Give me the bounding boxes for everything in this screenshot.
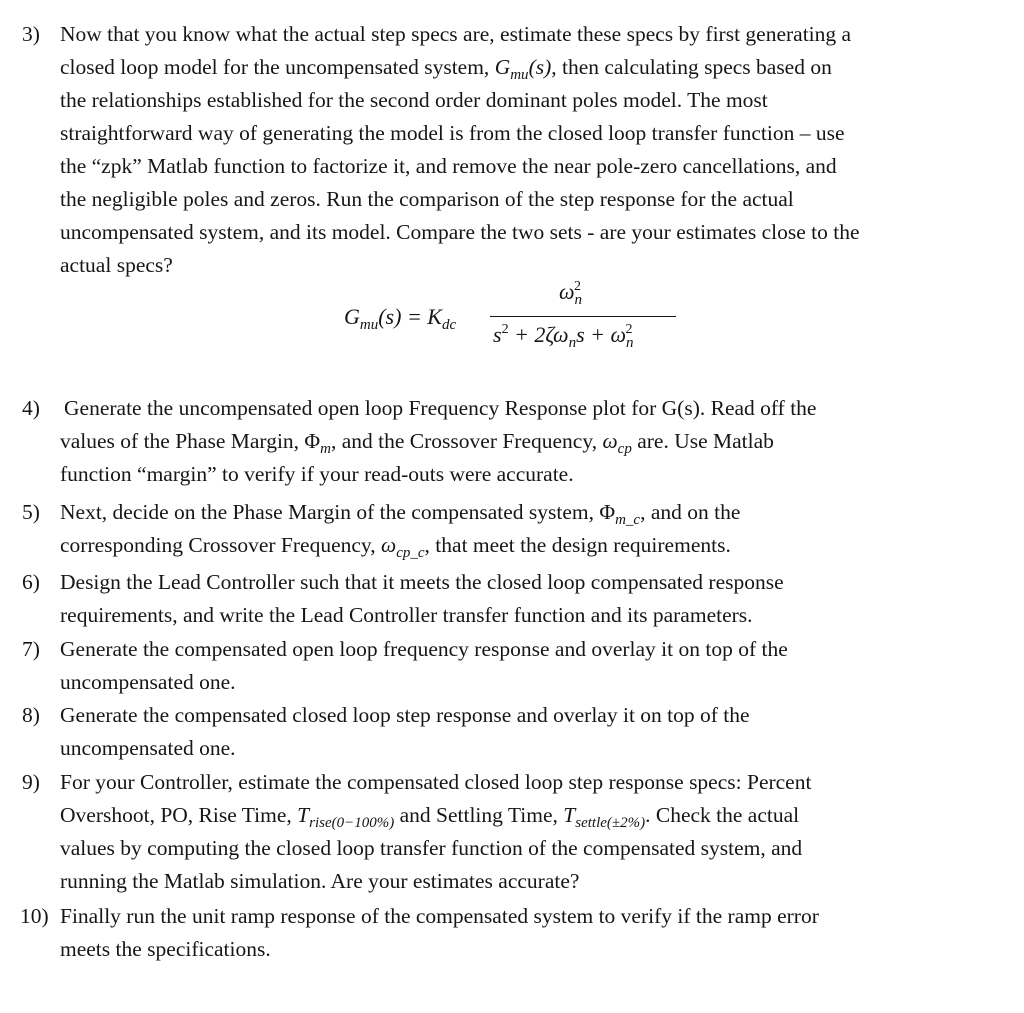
item-number: 8) [22,703,40,727]
text-line: actual specs? [60,253,173,277]
text-line: Now that you know what the actual step specs are, estimate these specs by first generating a [60,22,852,46]
item-number: 4) [22,396,40,420]
text-line: the relationships established for the second order dominant poles model. The most [60,88,768,112]
text-line: straightforward way of generating the model is from the closed loop transfer function – use [60,121,845,145]
text-line: uncompensated one. [60,670,236,694]
text-line: running the Matlab simulation. Are your estimates accurate? [60,869,580,893]
text-line: uncompensated system, and its model. Compare the two sets - are your estimates close to the [60,220,860,244]
text-line-with-symbols: values of the Phase Margin, $\Phi_m$, and the Crossover Frequency, $\omega_{cp}$ are. Use Matlab [60,429,774,457]
text-line-with-symbol: closed loop model for the uncompensated system, $G_{mu}(s)$, then calculating specs based on [60,55,832,83]
text-line: Generate the uncompensated open loop Frequency Response plot for G(s). Read off the [64,396,817,420]
item-number: 9) [22,770,40,794]
formula-denominator: $s^2 + 2\zeta\omega_ns + \omega_n^2$ [493,322,634,351]
text-line: function “margin” to verify if your read-outs were accurate. [60,462,574,486]
item-number: 3) [22,22,40,46]
text-line: requirements, and write the Lead Controller transfer function and its parameters. [60,603,753,627]
text-line: values by computing the closed loop transfer function of the compensated system, and [60,836,803,860]
text-line: the “zpk” Matlab function to factorize it, and remove the near pole-zero cancellations, and [60,154,837,178]
text-line: meets the specifications. [60,937,271,961]
item-number: 10) [20,904,49,928]
text-line: uncompensated one. [60,736,236,760]
text-line-with-symbol: corresponding Crossover Frequency, $\omega_{cp\_c}$, that meet the design requirements. [60,533,731,561]
text-line: For your Controller, estimate the compensated closed loop step response specs: Percent [60,770,812,794]
item-number: 7) [22,637,40,661]
text-line: Finally run the unit ramp response of the compensated system to verify if the ramp error [60,904,819,928]
item-number: 5) [22,500,40,524]
text-line-with-symbol: Next, decide on the Phase Margin of the compensated system, $\Phi_{m\_c}$, and on the [60,500,741,528]
formula-lhs: $G_{mu}(s) = K_{dc}$ [344,304,457,333]
text-line: Design the Lead Controller such that it meets the closed loop compensated response [60,570,784,594]
text-line: Generate the compensated open loop frequency response and overlay it on top of the [60,637,788,661]
text-line-with-symbols: Overshoot, PO, Rise Time, $T_{rise(0-100\%)}$ and Settling Time, $T_{settle(\pm 2\%)}$. Check the actual [60,803,800,831]
fraction-bar [490,316,676,317]
item-number: 6) [22,570,40,594]
formula-numerator: $\omega_n^2$ [559,279,583,308]
text-line: Generate the compensated closed loop step response and overlay it on top of the [60,703,750,727]
text-line: the negligible poles and zeros. Run the comparison of the step response for the actual [60,187,794,211]
